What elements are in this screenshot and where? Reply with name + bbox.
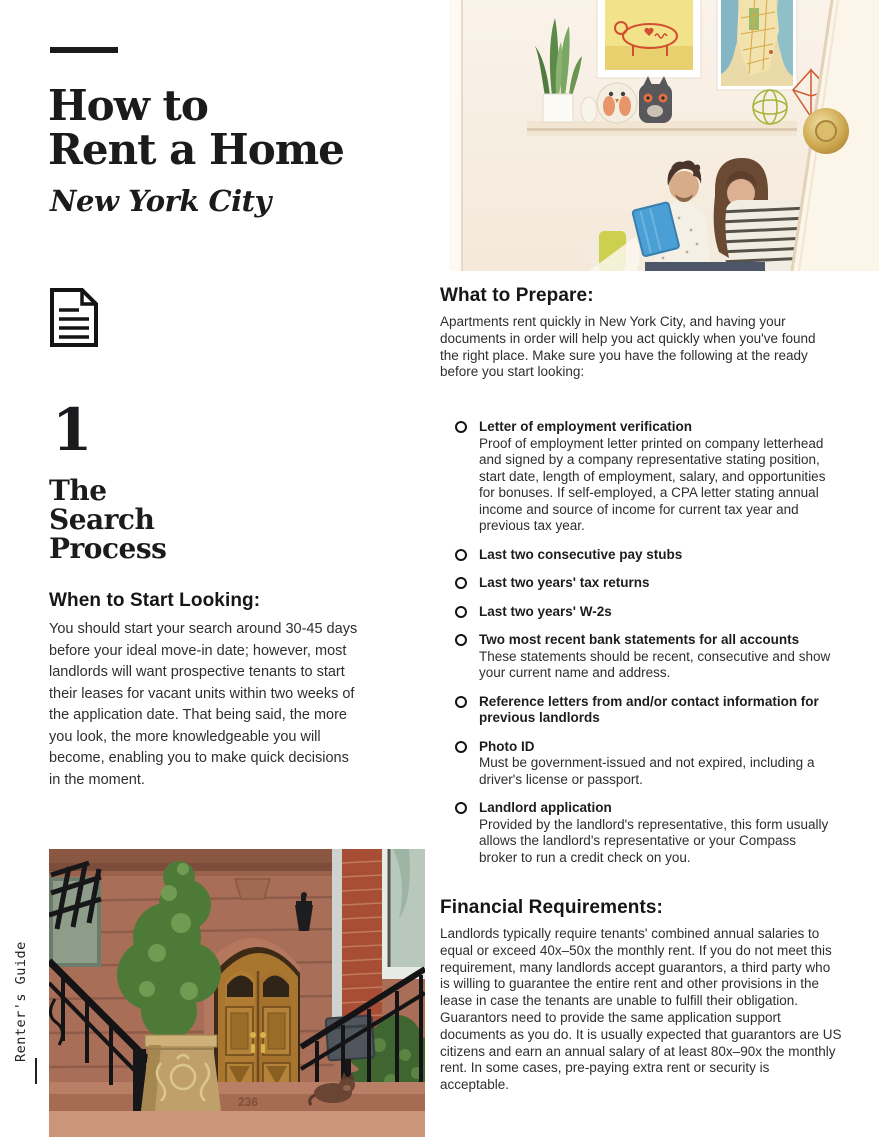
checklist-item (440, 604, 832, 621)
page-title-line2: Rent a Home (48, 125, 344, 174)
checklist-item-title: Letter of employment verification (479, 419, 693, 434)
what-to-prepare-section (440, 285, 832, 381)
page-title-line1: How to (48, 81, 208, 130)
vertical-label-dash (35, 1058, 37, 1084)
brownstone-entrance-photo (49, 849, 425, 1137)
checkbox-circle-icon (455, 421, 467, 433)
checklist-item (440, 694, 832, 727)
when-to-start-body: You should start your search around 30-45 days before your ideal move-in date; however, most landlords will want prospective tenants to start their leases for vacant units within two weeks of the application date. That being said, the more you look, the more knowledgeable you will become, enabling you to make quick decisions in the moment. (49, 621, 358, 788)
checkbox-circle-icon (455, 696, 467, 708)
checkbox-circle-icon (455, 606, 467, 618)
house-number: 236 (237, 1095, 259, 1109)
checklist-item-title: Last two years' W-2s (479, 603, 612, 619)
checkbox-circle-icon (455, 577, 467, 589)
nyc-map-poster (717, 0, 797, 90)
what-to-prepare-heading: What to Prepare: (440, 285, 594, 306)
checklist-item (440, 632, 832, 682)
owl-plush (597, 83, 637, 123)
checkbox-circle-icon (455, 802, 467, 814)
checklist-item-title: Landlord application (479, 800, 612, 815)
keystone (235, 879, 270, 899)
wooden-doors (218, 953, 298, 1099)
section-title-line2: Search (49, 503, 155, 536)
checklist-item-description: Provided by the landlord's representative, this form usually allows the landlord's representative or your Compass broker to run a credit check on you. (479, 816, 829, 865)
financial-requirements-heading: Financial Requirements: (440, 897, 663, 918)
section-title (49, 476, 166, 563)
checklist-item-title: Reference letters from and/or contact information for previous landlords (479, 693, 819, 725)
when-to-start-heading: When to Start Looking: (49, 590, 261, 611)
checklist-item-title: Last two consecutive pay stubs (479, 546, 683, 562)
checkbox-circle-icon (455, 634, 467, 646)
what-to-prepare-intro: Apartments rent quickly in New York City, and having your documents in order will help you act quickly when you've found the right place. Make sure you have the following at the ready before you start looking: (440, 314, 816, 380)
renters-guide-vertical-label: Renter's Guide (13, 941, 29, 1062)
checklist-item (440, 547, 832, 564)
dog-print-frame (597, 0, 701, 78)
page-title (48, 81, 344, 174)
checklist-item (440, 419, 832, 535)
page-subtitle: New York City (50, 184, 271, 218)
section-title-line3: Process (49, 532, 167, 565)
section-title-line1: The (49, 474, 107, 507)
prepare-checklist (440, 419, 832, 878)
checklist-item-description: Must be government-issued and not expired, including a driver's license or passport. (479, 755, 815, 787)
checklist-item-title: Two most recent bank statements for all accounts (479, 632, 800, 647)
when-to-start-section (49, 590, 364, 791)
figurine (581, 97, 597, 123)
title-accent-dash (50, 47, 118, 53)
checklist-item-description: Proof of employment letter printed on company letterhead and signed by a company representative stating position, start date, length of employment, salary, and opportunities for bonuses. If self-employed, a CPA letter stating annual income and source of income for current tax year and previous tax year. (479, 435, 826, 533)
checkbox-circle-icon (455, 549, 467, 561)
checklist-item (440, 800, 832, 866)
stone-planter (141, 1035, 221, 1111)
checklist-item-title: Photo ID (479, 738, 535, 754)
document-icon (49, 288, 99, 347)
checklist-item (440, 575, 832, 592)
checklist-item-title: Last two years' tax returns (479, 575, 650, 590)
financial-requirements-section (440, 897, 842, 1094)
financial-requirements-body: Landlords typically require tenants' combined annual salaries to equal or exceed 40x–50x the monthly rent. If you do not meet this requirement, many landlords accept guarantors, a third party who is willing to guarantee the entire rent and other provisions in the lease in case the tenants are unable to fulfill their obligation. Guarantors need to provide the same application support documents as you do. It is usually expected that guarantors are US citizens and earn an annual salary of at least 80x–90x the monthly rent. In some cases, pre-paying extra rent or security is acceptable. (440, 926, 842, 1093)
checkbox-circle-icon (455, 741, 467, 753)
jeans (645, 262, 765, 271)
section-number: 1 (52, 396, 93, 464)
couple-apartment-photo (449, 0, 879, 271)
checklist-item-description: These statements should be recent, consecutive and show your current name and address. (479, 648, 831, 680)
checklist-item (440, 739, 832, 789)
